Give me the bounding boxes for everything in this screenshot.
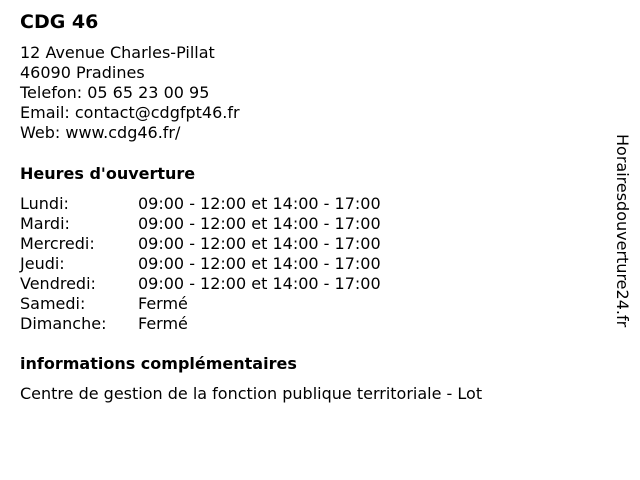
- page-title: CDG 46: [20, 11, 99, 33]
- time-value: 09:00 - 12:00 et 14:00 - 17:00: [138, 274, 381, 293]
- day-label: Jeudi:: [20, 254, 65, 273]
- email-text: Email: contact@cdgfpt46.fr: [20, 103, 240, 122]
- time-value: Fermé: [138, 314, 188, 333]
- info-text: Centre de gestion de la fonction publique territoriale - Lot: [20, 384, 483, 403]
- day-label: Dimanche:: [20, 314, 107, 333]
- phone-text: Telefon: 05 65 23 00 95: [20, 83, 210, 102]
- time-value: 09:00 - 12:00 et 14:00 - 17:00: [138, 194, 381, 213]
- address-street: 12 Avenue Charles-Pillat: [20, 43, 215, 62]
- web-text: Web: www.cdg46.fr/: [20, 123, 181, 142]
- time-value: Fermé: [138, 294, 188, 313]
- info-heading: informations complémentaires: [20, 354, 297, 373]
- address-city: 46090 Pradines: [20, 63, 145, 82]
- day-label: Samedi:: [20, 294, 86, 313]
- time-value: 09:00 - 12:00 et 14:00 - 17:00: [138, 214, 381, 233]
- time-value: 09:00 - 12:00 et 14:00 - 17:00: [138, 254, 381, 273]
- address-block: [20, 43, 240, 143]
- day-label: Lundi:: [20, 194, 69, 213]
- watermark-text: Horairesdouverture24.fr: [613, 134, 632, 328]
- day-label: Vendredi:: [20, 274, 96, 293]
- hours-heading: Heures d'ouverture: [20, 164, 196, 183]
- day-label: Mercredi:: [20, 234, 95, 253]
- time-value: 09:00 - 12:00 et 14:00 - 17:00: [138, 234, 381, 253]
- day-label: Mardi:: [20, 214, 70, 233]
